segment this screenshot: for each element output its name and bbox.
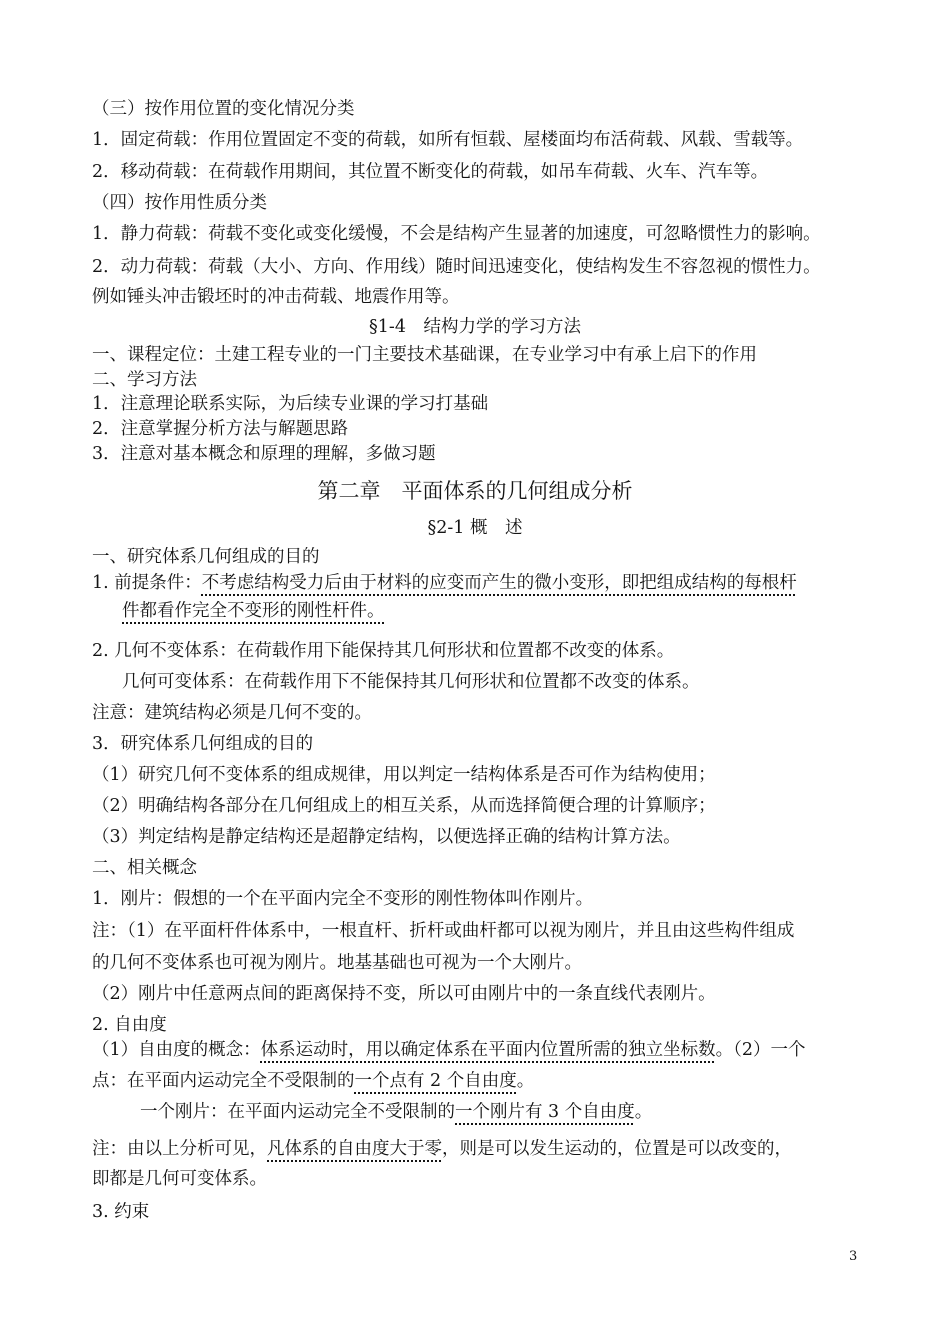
text-line: 一、课程定位：土建工程专业的一门主要技术基础课，在专业学习中有承上启下的作用: [92, 345, 757, 365]
text-line: [92, 1038, 806, 1062]
text-line: 2．注意掌握分析方法与解题思路: [92, 419, 349, 439]
text-line: 注意：建筑结构必须是几何不变的。: [92, 703, 372, 723]
text-span: ，则是可以发生运动的，位置是可以改变的，: [442, 1139, 792, 1159]
text-line: （1）研究几何不变体系的组成规律，用以判定一结构体系是否可作为结构使用；: [92, 765, 716, 785]
text-line: 3. 约束: [92, 1202, 150, 1222]
text-line: 1．刚片：假想的一个在平面内完全不变形的刚性物体叫作刚片。: [92, 889, 594, 909]
text-line: 的几何不变体系也可视为刚片。地基基础也可视为一个大刚片。: [92, 953, 582, 973]
section-heading-2-1: §2-1 概 述: [427, 518, 523, 538]
text-span: 点：在平面内运动完全不受限制的: [92, 1071, 355, 1091]
dotted-emphasis: 件都看作完全不变形的刚性杆件。: [122, 601, 385, 621]
section-heading-1-4: §1-4 结构力学的学习方法: [369, 317, 581, 337]
text-line: 即都是几何可变体系。: [92, 1169, 267, 1189]
text-line: 2．移动荷载：在荷载作用期间，其位置不断变化的荷载，如吊车荷载、火车、汽车等。: [92, 162, 769, 182]
text-line: （2）明确结构各部分在几何组成上的相互关系，从而选择简便合理的计算顺序；: [92, 796, 716, 816]
text-line: [92, 571, 797, 595]
text-line: 1．静力荷载：荷载不变化或变化缓慢，不会是结构产生显著的加速度，可忽略惯性力的影响。: [92, 224, 821, 244]
text-line: 2. 几何不变体系：在荷载作用下能保持其几何形状和位置都不改变的体系。: [92, 641, 675, 661]
dotted-emphasis: 不考虑结构受力后由于材料的应变而产生的微小变形，即把组成结构的每根杆: [201, 573, 797, 593]
text-line: [92, 1069, 534, 1093]
text-line: 注：（1）在平面杆件体系中，一根直杆、折杆或曲杆都可以视为刚片，并且由这些构件组成: [92, 921, 795, 941]
text-line: 1．注意理论联系实际，为后续专业课的学习打基础: [92, 394, 489, 414]
dotted-emphasis: 一个点有 2 个自由度: [354, 1071, 517, 1091]
text-span: 。: [516, 1071, 535, 1091]
text-line: 二、学习方法: [92, 370, 197, 390]
text-line: 几何可变体系：在荷载作用下不能保持其几何形状和位置都不改变的体系。: [122, 672, 700, 692]
dotted-emphasis: 凡体系的自由度大于零: [267, 1139, 442, 1159]
text-span: 一个刚片：在平面内运动完全不受限制的: [140, 1102, 455, 1122]
text-line: （2）刚片中任意两点间的距离保持不变，所以可由刚片中的一条直线代表刚片。: [92, 984, 716, 1004]
text-line: [92, 1137, 792, 1161]
text-line: [122, 599, 385, 623]
text-line: （3）判定结构是静定结构还是超静定结构，以便选择正确的结构计算方法。: [92, 827, 681, 847]
text-line: 一、研究体系几何组成的目的: [92, 547, 320, 567]
text-line: 2．动力荷载：荷载（大小、方向、作用线）随时间迅速变化，使结构发生不容忽视的惯性力。: [92, 257, 821, 277]
text-span: 。（2）一个: [715, 1040, 806, 1060]
text-span: 。: [634, 1102, 653, 1122]
text-line: [140, 1100, 652, 1124]
text-line: 3．研究体系几何组成的目的: [92, 734, 314, 754]
subheading-nature-classification: （四）按作用性质分类: [92, 193, 267, 213]
chapter-title: 第二章 平面体系的几何组成分析: [317, 479, 633, 503]
page-number: 3: [849, 1249, 858, 1264]
text-span: （1）自由度的概念：: [92, 1040, 261, 1060]
text-span: 1. 前提条件：: [92, 573, 202, 593]
dotted-emphasis: 体系运动时，用以确定体系在平面内位置所需的独立坐标数: [260, 1040, 716, 1060]
text-span: 注：由以上分析可见，: [92, 1139, 267, 1159]
text-line: 1．固定荷载：作用位置固定不变的荷载，如所有恒载、屋楼面均布活荷载、风载、雪载等。: [92, 130, 804, 150]
text-line: 二、相关概念: [92, 858, 197, 878]
text-line: 3．注意对基本概念和原理的理解，多做习题: [92, 444, 436, 464]
text-line: 2. 自由度: [92, 1015, 167, 1035]
subheading-position-classification: （三）按作用位置的变化情况分类: [92, 99, 355, 119]
text-line: 例如锤头冲击锻坯时的冲击荷载、地震作用等。: [92, 287, 460, 307]
dotted-emphasis: 一个刚片有 3 个自由度: [455, 1102, 635, 1122]
